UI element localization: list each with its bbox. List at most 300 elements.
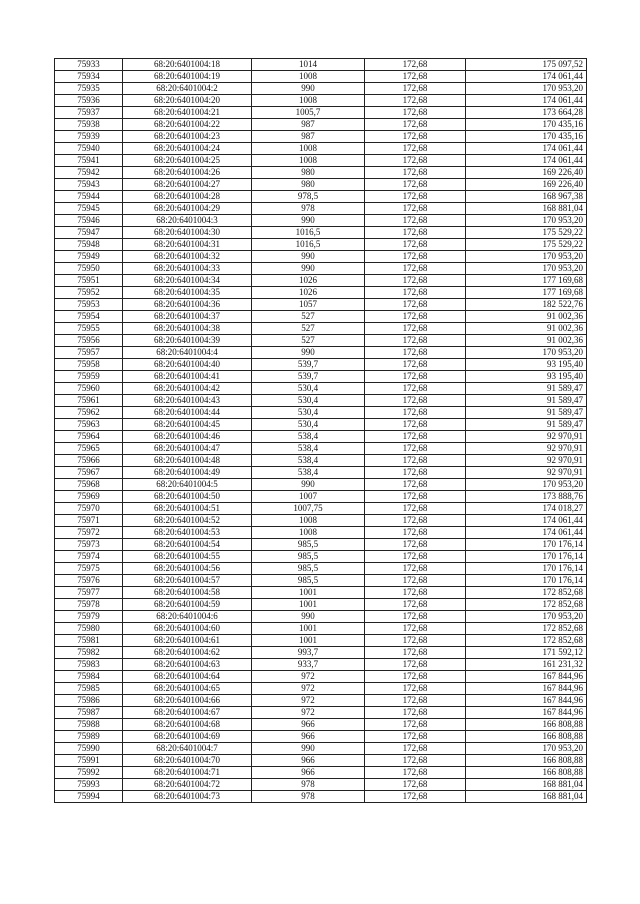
table-row	[55, 551, 587, 563]
area-cell: 527	[252, 311, 365, 323]
table-row	[55, 467, 587, 479]
rate-cell: 172,68	[365, 479, 466, 491]
row-number-cell: 75960	[55, 383, 123, 395]
rate-cell: 172,68	[365, 635, 466, 647]
cadastral-value-cell: 172 852,68	[466, 635, 587, 647]
table-row	[55, 563, 587, 575]
cadastral-value-cell: 91 589,47	[466, 419, 587, 431]
cadastral-value-cell: 168 967,38	[466, 191, 587, 203]
area-cell: 990	[252, 251, 365, 263]
cadastral-number-cell: 68:20:6401004:22	[123, 119, 252, 131]
cadastral-value-cell: 168 881,04	[466, 791, 587, 803]
cadastral-value-cell: 91 002,36	[466, 311, 587, 323]
table-row	[55, 635, 587, 647]
rate-cell: 172,68	[365, 575, 466, 587]
table-row	[55, 95, 587, 107]
rate-cell: 172,68	[365, 707, 466, 719]
cadastral-number-cell: 68:20:6401004:62	[123, 647, 252, 659]
rate-cell: 172,68	[365, 287, 466, 299]
rate-cell: 172,68	[365, 407, 466, 419]
cadastral-value-cell: 170 176,14	[466, 575, 587, 587]
table-row	[55, 167, 587, 179]
rate-cell: 172,68	[365, 779, 466, 791]
row-number-cell: 75934	[55, 71, 123, 83]
row-number-cell: 75936	[55, 95, 123, 107]
rate-cell: 172,68	[365, 755, 466, 767]
rate-cell: 172,68	[365, 239, 466, 251]
rate-cell: 172,68	[365, 683, 466, 695]
rate-cell: 172,68	[365, 467, 466, 479]
row-number-cell: 75972	[55, 527, 123, 539]
area-cell: 538,4	[252, 455, 365, 467]
table-row	[55, 539, 587, 551]
row-number-cell: 75964	[55, 431, 123, 443]
table-row	[55, 491, 587, 503]
cadastral-value-cell: 170 953,20	[466, 251, 587, 263]
rate-cell: 172,68	[365, 323, 466, 335]
area-cell: 1005,7	[252, 107, 365, 119]
cadastral-value-cell: 174 061,44	[466, 95, 587, 107]
cadastral-number-cell: 68:20:6401004:38	[123, 323, 252, 335]
rate-cell: 172,68	[365, 503, 466, 515]
cadastral-value-cell: 91 589,47	[466, 383, 587, 395]
cadastral-number-cell: 68:20:6401004:61	[123, 635, 252, 647]
cadastral-value-cell: 170 176,14	[466, 539, 587, 551]
row-number-cell: 75946	[55, 215, 123, 227]
row-number-cell: 75973	[55, 539, 123, 551]
cadastral-value-cell: 168 881,04	[466, 779, 587, 791]
rate-cell: 172,68	[365, 623, 466, 635]
cadastral-number-cell: 68:20:6401004:34	[123, 275, 252, 287]
rate-cell: 172,68	[365, 371, 466, 383]
cadastral-value-cell: 170 953,20	[466, 347, 587, 359]
cadastral-number-cell: 68:20:6401004:52	[123, 515, 252, 527]
table-row	[55, 263, 587, 275]
row-number-cell: 75992	[55, 767, 123, 779]
cadastral-number-cell: 68:20:6401004:44	[123, 407, 252, 419]
row-number-cell: 75984	[55, 671, 123, 683]
row-number-cell: 75974	[55, 551, 123, 563]
row-number-cell: 75991	[55, 755, 123, 767]
area-cell: 1008	[252, 515, 365, 527]
cadastral-value-cell: 167 844,96	[466, 683, 587, 695]
table-row	[55, 71, 587, 83]
row-number-cell: 75977	[55, 587, 123, 599]
table-row	[55, 311, 587, 323]
rate-cell: 172,68	[365, 395, 466, 407]
area-cell: 527	[252, 335, 365, 347]
table-row	[55, 707, 587, 719]
row-number-cell: 75983	[55, 659, 123, 671]
table-row	[55, 779, 587, 791]
row-number-cell: 75957	[55, 347, 123, 359]
area-cell: 1016,5	[252, 227, 365, 239]
rate-cell: 172,68	[365, 671, 466, 683]
row-number-cell: 75947	[55, 227, 123, 239]
cadastral-value-cell: 182 522,76	[466, 299, 587, 311]
table-row	[55, 119, 587, 131]
table-row	[55, 791, 587, 803]
cadastral-number-cell: 68:20:6401004:47	[123, 443, 252, 455]
row-number-cell: 75955	[55, 323, 123, 335]
table-row	[55, 755, 587, 767]
row-number-cell: 75987	[55, 707, 123, 719]
table-row	[55, 479, 587, 491]
rate-cell: 172,68	[365, 203, 466, 215]
table-row	[55, 503, 587, 515]
cadastral-value-cell: 172 852,68	[466, 623, 587, 635]
cadastral-number-cell: 68:20:6401004:30	[123, 227, 252, 239]
cadastral-number-cell: 68:20:6401004:4	[123, 347, 252, 359]
rate-cell: 172,68	[365, 659, 466, 671]
area-cell: 980	[252, 167, 365, 179]
rate-cell: 172,68	[365, 587, 466, 599]
cadastral-value-cell: 170 176,14	[466, 563, 587, 575]
rate-cell: 172,68	[365, 347, 466, 359]
row-number-cell: 75971	[55, 515, 123, 527]
rate-cell: 172,68	[365, 743, 466, 755]
table-row	[55, 251, 587, 263]
cadastral-number-cell: 68:20:6401004:42	[123, 383, 252, 395]
row-number-cell: 75950	[55, 263, 123, 275]
cadastral-number-cell: 68:20:6401004:41	[123, 371, 252, 383]
area-cell: 538,4	[252, 431, 365, 443]
rate-cell: 172,68	[365, 419, 466, 431]
cadastral-value-cell: 170 953,20	[466, 215, 587, 227]
area-cell: 990	[252, 347, 365, 359]
row-number-cell: 75954	[55, 311, 123, 323]
area-cell: 538,4	[252, 443, 365, 455]
rate-cell: 172,68	[365, 527, 466, 539]
cadastral-number-cell: 68:20:6401004:2	[123, 83, 252, 95]
cadastral-number-cell: 68:20:6401004:36	[123, 299, 252, 311]
table-row	[55, 623, 587, 635]
table-row	[55, 743, 587, 755]
cadastral-value-cell: 174 061,44	[466, 527, 587, 539]
row-number-cell: 75940	[55, 143, 123, 155]
row-number-cell: 75939	[55, 131, 123, 143]
rate-cell: 172,68	[365, 335, 466, 347]
row-number-cell: 75938	[55, 119, 123, 131]
rate-cell: 172,68	[365, 515, 466, 527]
table-row	[55, 395, 587, 407]
area-cell: 972	[252, 683, 365, 695]
area-cell: 966	[252, 719, 365, 731]
table-row	[55, 419, 587, 431]
area-cell: 1007	[252, 491, 365, 503]
row-number-cell: 75976	[55, 575, 123, 587]
cadastral-value-cell: 92 970,91	[466, 443, 587, 455]
area-cell: 1001	[252, 623, 365, 635]
rate-cell: 172,68	[365, 539, 466, 551]
rate-cell: 172,68	[365, 611, 466, 623]
table-row	[55, 335, 587, 347]
area-cell: 990	[252, 215, 365, 227]
row-number-cell: 75953	[55, 299, 123, 311]
area-cell: 1026	[252, 275, 365, 287]
table-row	[55, 383, 587, 395]
rate-cell: 172,68	[365, 179, 466, 191]
rate-cell: 172,68	[365, 131, 466, 143]
cadastral-value-cell: 175 097,52	[466, 59, 587, 71]
table-row	[55, 515, 587, 527]
table-row	[55, 767, 587, 779]
cadastral-number-cell: 68:20:6401004:70	[123, 755, 252, 767]
cadastral-value-cell: 91 002,36	[466, 335, 587, 347]
rate-cell: 172,68	[365, 107, 466, 119]
cadastral-value-cell: 167 844,96	[466, 707, 587, 719]
cadastral-value-cell: 91 589,47	[466, 407, 587, 419]
cadastral-number-cell: 68:20:6401004:40	[123, 359, 252, 371]
cadastral-value-cell: 170 176,14	[466, 551, 587, 563]
rate-cell: 172,68	[365, 731, 466, 743]
row-number-cell: 75988	[55, 719, 123, 731]
cadastral-value-cell: 170 435,16	[466, 131, 587, 143]
area-cell: 990	[252, 479, 365, 491]
cadastral-number-cell: 68:20:6401004:55	[123, 551, 252, 563]
area-cell: 530,4	[252, 395, 365, 407]
cadastral-number-cell: 68:20:6401004:5	[123, 479, 252, 491]
cadastral-number-cell: 68:20:6401004:68	[123, 719, 252, 731]
area-cell: 985,5	[252, 539, 365, 551]
table-row	[55, 323, 587, 335]
table-row	[55, 299, 587, 311]
row-number-cell: 75993	[55, 779, 123, 791]
cadastral-value-cell: 169 226,40	[466, 179, 587, 191]
area-cell: 933,7	[252, 659, 365, 671]
cadastral-value-cell: 167 844,96	[466, 671, 587, 683]
row-number-cell: 75933	[55, 59, 123, 71]
rate-cell: 172,68	[365, 767, 466, 779]
table-row	[55, 611, 587, 623]
area-cell: 972	[252, 695, 365, 707]
cadastral-number-cell: 68:20:6401004:25	[123, 155, 252, 167]
table-row	[55, 131, 587, 143]
cadastral-number-cell: 68:20:6401004:49	[123, 467, 252, 479]
row-number-cell: 75963	[55, 419, 123, 431]
area-cell: 530,4	[252, 419, 365, 431]
rate-cell: 172,68	[365, 719, 466, 731]
cadastral-value-cell: 174 061,44	[466, 155, 587, 167]
table-row	[55, 647, 587, 659]
rate-cell: 172,68	[365, 191, 466, 203]
area-cell: 985,5	[252, 563, 365, 575]
row-number-cell: 75937	[55, 107, 123, 119]
area-cell: 972	[252, 671, 365, 683]
area-cell: 990	[252, 743, 365, 755]
area-cell: 966	[252, 767, 365, 779]
area-cell: 966	[252, 731, 365, 743]
cadastral-number-cell: 68:20:6401004:3	[123, 215, 252, 227]
table-row	[55, 359, 587, 371]
area-cell: 978	[252, 791, 365, 803]
cadastral-number-cell: 68:20:6401004:66	[123, 695, 252, 707]
rate-cell: 172,68	[365, 443, 466, 455]
rate-cell: 172,68	[365, 383, 466, 395]
table-row	[55, 227, 587, 239]
rate-cell: 172,68	[365, 551, 466, 563]
area-cell: 978,5	[252, 191, 365, 203]
cadastral-value-cell: 170 953,20	[466, 83, 587, 95]
cadastral-number-cell: 68:20:6401004:64	[123, 671, 252, 683]
rate-cell: 172,68	[365, 695, 466, 707]
area-cell: 1016,5	[252, 239, 365, 251]
cadastral-number-cell: 68:20:6401004:60	[123, 623, 252, 635]
cadastral-number-cell: 68:20:6401004:21	[123, 107, 252, 119]
cadastral-number-cell: 68:20:6401004:37	[123, 311, 252, 323]
row-number-cell: 75935	[55, 83, 123, 95]
row-number-cell: 75982	[55, 647, 123, 659]
table-row	[55, 671, 587, 683]
table-row	[55, 347, 587, 359]
area-cell: 530,4	[252, 407, 365, 419]
cadastral-value-cell: 173 888,76	[466, 491, 587, 503]
row-number-cell: 75990	[55, 743, 123, 755]
rate-cell: 172,68	[365, 251, 466, 263]
row-number-cell: 75944	[55, 191, 123, 203]
cadastral-value-cell: 175 529,22	[466, 239, 587, 251]
rate-cell: 172,68	[365, 455, 466, 467]
rate-cell: 172,68	[365, 431, 466, 443]
table-row	[55, 431, 587, 443]
area-cell: 1001	[252, 635, 365, 647]
table-row	[55, 659, 587, 671]
area-cell: 539,7	[252, 359, 365, 371]
cadastral-value-cell: 93 195,40	[466, 359, 587, 371]
table-row	[55, 683, 587, 695]
row-number-cell: 75981	[55, 635, 123, 647]
cadastral-number-cell: 68:20:6401004:19	[123, 71, 252, 83]
table-row	[55, 587, 587, 599]
cadastral-number-cell: 68:20:6401004:63	[123, 659, 252, 671]
rate-cell: 172,68	[365, 155, 466, 167]
rate-cell: 172,68	[365, 95, 466, 107]
rate-cell: 172,68	[365, 59, 466, 71]
rate-cell: 172,68	[365, 227, 466, 239]
row-number-cell: 75959	[55, 371, 123, 383]
cadastral-value-cell: 174 061,44	[466, 515, 587, 527]
row-number-cell: 75979	[55, 611, 123, 623]
table-row	[55, 371, 587, 383]
row-number-cell: 75966	[55, 455, 123, 467]
row-number-cell: 75969	[55, 491, 123, 503]
area-cell: 539,7	[252, 371, 365, 383]
row-number-cell: 75943	[55, 179, 123, 191]
cadastral-number-cell: 68:20:6401004:33	[123, 263, 252, 275]
cadastral-number-cell: 68:20:6401004:65	[123, 683, 252, 695]
row-number-cell: 75942	[55, 167, 123, 179]
cadastral-number-cell: 68:20:6401004:51	[123, 503, 252, 515]
cadastral-number-cell: 68:20:6401004:45	[123, 419, 252, 431]
row-number-cell: 75968	[55, 479, 123, 491]
cadastral-value-cell: 177 169,68	[466, 287, 587, 299]
cadastral-value-cell: 170 953,20	[466, 743, 587, 755]
area-cell: 1008	[252, 95, 365, 107]
row-number-cell: 75956	[55, 335, 123, 347]
row-number-cell: 75965	[55, 443, 123, 455]
cadastral-value-cell: 169 226,40	[466, 167, 587, 179]
table-row	[55, 215, 587, 227]
cadastral-number-cell: 68:20:6401004:39	[123, 335, 252, 347]
cadastral-number-cell: 68:20:6401004:18	[123, 59, 252, 71]
cadastral-value-table	[54, 58, 587, 803]
cadastral-value-cell: 166 808,88	[466, 719, 587, 731]
cadastral-number-cell: 68:20:6401004:72	[123, 779, 252, 791]
cadastral-value-cell: 174 061,44	[466, 143, 587, 155]
rate-cell: 172,68	[365, 71, 466, 83]
row-number-cell: 75962	[55, 407, 123, 419]
cadastral-value-cell: 175 529,22	[466, 227, 587, 239]
table-row	[55, 599, 587, 611]
cadastral-value-cell: 172 852,68	[466, 587, 587, 599]
cadastral-value-cell: 166 808,88	[466, 731, 587, 743]
area-cell: 993,7	[252, 647, 365, 659]
area-cell: 987	[252, 131, 365, 143]
cadastral-value-cell: 177 169,68	[466, 275, 587, 287]
rate-cell: 172,68	[365, 275, 466, 287]
rate-cell: 172,68	[365, 119, 466, 131]
table-row	[55, 455, 587, 467]
area-cell: 1001	[252, 587, 365, 599]
cadastral-value-cell: 93 195,40	[466, 371, 587, 383]
cadastral-value-cell: 173 664,28	[466, 107, 587, 119]
rate-cell: 172,68	[365, 143, 466, 155]
cadastral-value-cell: 170 953,20	[466, 479, 587, 491]
cadastral-number-cell: 68:20:6401004:54	[123, 539, 252, 551]
table-row	[55, 239, 587, 251]
area-cell: 1008	[252, 71, 365, 83]
cadastral-number-cell: 68:20:6401004:48	[123, 455, 252, 467]
cadastral-number-cell: 68:20:6401004:73	[123, 791, 252, 803]
table-row	[55, 107, 587, 119]
table-row	[55, 527, 587, 539]
table-row	[55, 143, 587, 155]
area-cell: 972	[252, 707, 365, 719]
row-number-cell: 75970	[55, 503, 123, 515]
cadastral-value-cell: 166 808,88	[466, 767, 587, 779]
cadastral-value-cell: 170 953,20	[466, 611, 587, 623]
cadastral-number-cell: 68:20:6401004:50	[123, 491, 252, 503]
table-row	[55, 719, 587, 731]
cadastral-number-cell: 68:20:6401004:29	[123, 203, 252, 215]
area-cell: 1014	[252, 59, 365, 71]
table-row	[55, 407, 587, 419]
table-row	[55, 575, 587, 587]
area-cell: 985,5	[252, 551, 365, 563]
table-row	[55, 443, 587, 455]
cadastral-value-cell: 92 970,91	[466, 467, 587, 479]
row-number-cell: 75945	[55, 203, 123, 215]
cadastral-value-cell: 174 018,27	[466, 503, 587, 515]
area-cell: 985,5	[252, 575, 365, 587]
rate-cell: 172,68	[365, 311, 466, 323]
cadastral-number-cell: 68:20:6401004:23	[123, 131, 252, 143]
rate-cell: 172,68	[365, 263, 466, 275]
cadastral-number-cell: 68:20:6401004:57	[123, 575, 252, 587]
table-row	[55, 59, 587, 71]
row-number-cell: 75941	[55, 155, 123, 167]
cadastral-number-cell: 68:20:6401004:6	[123, 611, 252, 623]
cadastral-number-cell: 68:20:6401004:35	[123, 287, 252, 299]
area-cell: 987	[252, 119, 365, 131]
row-number-cell: 75985	[55, 683, 123, 695]
table-row	[55, 275, 587, 287]
rate-cell: 172,68	[365, 83, 466, 95]
area-cell: 990	[252, 611, 365, 623]
area-cell: 1008	[252, 527, 365, 539]
cadastral-value-cell: 170 953,20	[466, 263, 587, 275]
area-cell: 978	[252, 779, 365, 791]
